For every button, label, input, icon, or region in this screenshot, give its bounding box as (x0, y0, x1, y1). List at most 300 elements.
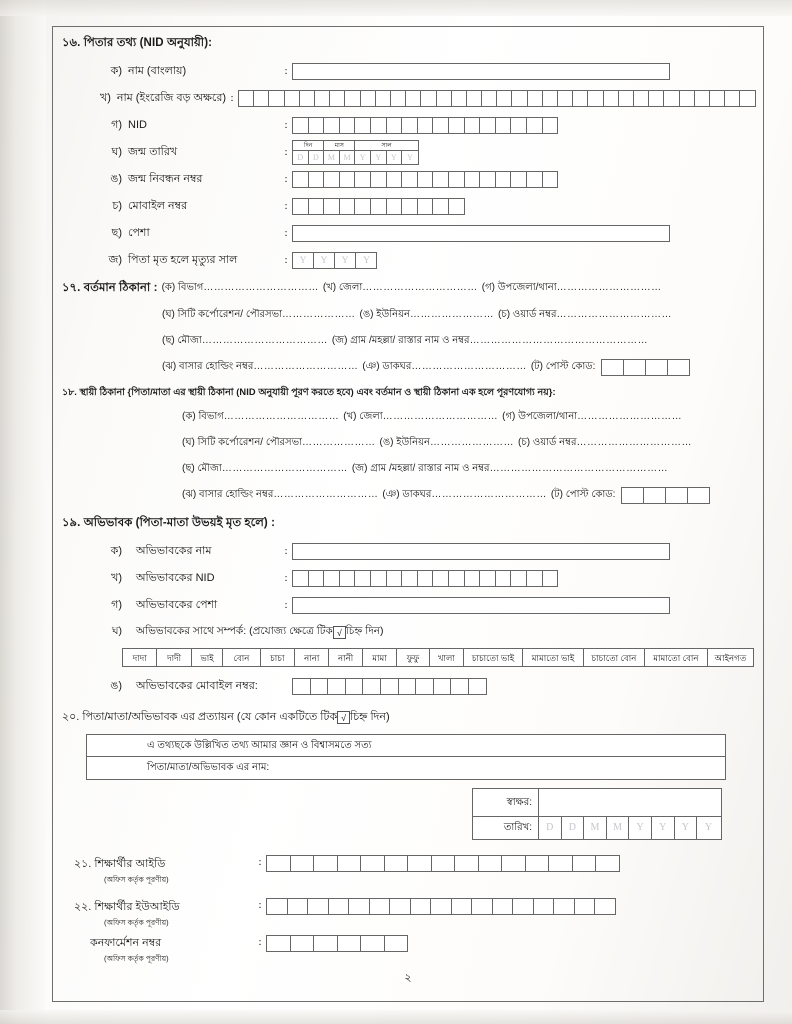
date-cell[interactable] (371, 151, 387, 164)
input-cell[interactable] (452, 91, 467, 106)
input-cell[interactable] (355, 118, 371, 133)
input-cell[interactable] (634, 91, 649, 106)
dotted-line[interactable]: …………………………………………… (469, 335, 649, 346)
input-cell[interactable] (324, 571, 340, 586)
input-cell[interactable] (293, 199, 309, 214)
input-cell[interactable] (644, 488, 666, 503)
input-cell[interactable] (418, 172, 434, 187)
input-cell[interactable] (356, 253, 377, 268)
input-cell[interactable] (493, 899, 514, 914)
address-key: (ছ) (162, 335, 178, 346)
field-row (62, 541, 754, 561)
relation-option-cell[interactable]: চাচাতো ভাই (464, 649, 523, 666)
certification-name-label[interactable]: পিতা/মাতা/অভিভাবক এর নাম: (147, 762, 270, 773)
tick-checkbox[interactable]: √ (337, 711, 350, 724)
address-key: (ঙ) (379, 437, 397, 448)
input-cell[interactable] (480, 118, 496, 133)
address-key: (ছ) (182, 463, 198, 474)
input-cell[interactable] (361, 91, 376, 106)
input-cell[interactable] (465, 172, 481, 187)
relation-option-cell[interactable]: মামাতো ভাই (523, 649, 584, 666)
input-cell[interactable] (288, 899, 309, 914)
dotted-line[interactable]: …………………………………………… (489, 463, 669, 474)
input-cell[interactable] (433, 571, 449, 586)
relation-option-cell[interactable]: খালা (430, 649, 464, 666)
dotted-line[interactable]: ………………………… (273, 489, 379, 500)
date-row (473, 817, 721, 839)
cell-placeholder: Y (320, 255, 328, 266)
input-cell[interactable] (433, 118, 449, 133)
cell-placeholder: Y (390, 152, 397, 162)
page-number: ২ (404, 972, 412, 984)
section-19-guardian (62, 514, 754, 696)
input-cell[interactable] (370, 899, 391, 914)
date-cell[interactable] (629, 817, 652, 839)
input-cell[interactable] (497, 91, 512, 106)
title-before: ২০. পিতা/মাতা/অভিভাবক এর প্রত্যায়ন (যে কোন একটিতে টিক (62, 711, 338, 723)
input-cell[interactable] (575, 899, 596, 914)
input-cell[interactable] (549, 856, 573, 871)
postcode-input[interactable] (621, 487, 710, 504)
address-field (182, 435, 376, 452)
section-20-title (62, 708, 754, 727)
boxed-input[interactable] (292, 570, 558, 587)
input-cell[interactable] (267, 856, 291, 871)
input-cell[interactable] (649, 91, 664, 106)
input-cell[interactable] (480, 571, 496, 586)
input-cell[interactable] (311, 679, 329, 694)
text-input[interactable] (292, 63, 670, 80)
dotted-line[interactable]: ………………… (282, 309, 356, 320)
input-cell[interactable] (573, 91, 588, 106)
date-cell[interactable] (562, 817, 585, 839)
input-cell[interactable] (513, 899, 534, 914)
address-label: বিভাগ (198, 411, 224, 422)
address-field (162, 280, 319, 297)
input-cell[interactable] (449, 172, 465, 187)
input-cell[interactable] (465, 571, 481, 586)
input-cell[interactable] (314, 856, 338, 871)
input-cell[interactable] (391, 91, 406, 106)
input-cell[interactable] (267, 899, 288, 914)
input-cell[interactable] (496, 118, 512, 133)
input-cell[interactable] (399, 679, 417, 694)
input-cell[interactable] (239, 91, 254, 106)
input-cell[interactable] (604, 91, 619, 106)
field-label: অভিভাবকের মোবাইল নম্বর: (136, 679, 258, 692)
input-cell[interactable] (340, 571, 356, 586)
input-cell[interactable] (293, 253, 314, 268)
dotted-line[interactable]: ……………………………… (221, 463, 348, 474)
input-cell[interactable] (309, 118, 325, 133)
dotted-line[interactable]: ……………………………… (201, 335, 328, 346)
field-colon: : (284, 119, 288, 131)
field-colon: : (284, 146, 288, 158)
field-colon: : (230, 92, 234, 104)
dotted-line[interactable]: …………………………… (203, 282, 319, 293)
input-cell[interactable] (431, 899, 452, 914)
field-colon: : (284, 65, 288, 77)
id-note: (অফিস কর্তৃক পূরণীয়) (104, 875, 169, 884)
input-cell[interactable] (349, 899, 370, 914)
field-label: জন্ম নিবন্ধন নম্বর (128, 172, 203, 185)
date-cell[interactable] (387, 151, 403, 164)
address-line (162, 280, 666, 297)
relation-question (100, 624, 754, 641)
date-cell[interactable] (652, 817, 675, 839)
relation-option-cell[interactable]: ফুফু (397, 649, 429, 666)
input-cell[interactable] (355, 172, 371, 187)
input-cell[interactable] (314, 253, 335, 268)
date-cell[interactable] (309, 151, 325, 164)
input-cell[interactable] (512, 91, 527, 106)
input-cell[interactable] (465, 118, 481, 133)
field-label: জন্ম তারিখ (128, 145, 178, 158)
input-cell[interactable] (315, 91, 330, 106)
input-cell[interactable] (543, 172, 559, 187)
input-cell[interactable] (740, 91, 755, 106)
address-key: (ঝ) (162, 361, 180, 372)
confirmation-number-input[interactable] (266, 935, 408, 952)
input-cell[interactable] (433, 172, 449, 187)
dotted-line[interactable]: …………………………… (223, 411, 340, 422)
input-cell[interactable] (619, 91, 634, 106)
input-cell[interactable] (528, 91, 543, 106)
relation-option-cell[interactable]: বোন (223, 649, 260, 666)
date-cell[interactable] (293, 151, 309, 164)
input-cell[interactable] (411, 899, 432, 914)
dotted-line[interactable]: …………………………… (556, 309, 672, 320)
input-cell[interactable] (469, 679, 487, 694)
input-cell[interactable] (402, 118, 418, 133)
input-cell[interactable] (511, 118, 527, 133)
date-cells-row[interactable] (293, 151, 418, 164)
address-field (343, 409, 498, 426)
input-cell[interactable] (588, 91, 603, 106)
input-cell[interactable] (558, 91, 573, 106)
input-cell[interactable] (408, 856, 432, 871)
input-cell[interactable] (385, 856, 409, 871)
address-field (182, 461, 348, 478)
input-cell[interactable] (330, 91, 345, 106)
dotted-line[interactable]: …………………………… (576, 437, 692, 448)
input-cell[interactable] (543, 571, 559, 586)
id-label-group (74, 934, 254, 966)
input-cell[interactable] (480, 172, 496, 187)
address-key: (ঘ) (182, 437, 198, 448)
input-cell[interactable] (402, 172, 418, 187)
student-id-input[interactable] (266, 855, 620, 872)
input-cell[interactable] (526, 856, 550, 871)
input-cell[interactable] (479, 856, 503, 871)
input-cell[interactable] (328, 679, 346, 694)
address-title-line (62, 279, 754, 298)
date-cell[interactable] (355, 151, 371, 164)
input-cell[interactable] (433, 199, 449, 214)
input-cell[interactable] (371, 172, 387, 187)
date-cell[interactable] (675, 817, 698, 839)
input-cell[interactable] (345, 91, 360, 106)
address-key: (ক) (161, 282, 179, 293)
input-cell[interactable] (361, 936, 385, 951)
date-cell[interactable] (340, 151, 356, 164)
cell-placeholder: Y (704, 822, 713, 833)
dotted-line[interactable]: …………………………… (382, 411, 499, 422)
input-cell[interactable] (421, 91, 436, 106)
input-cell[interactable] (418, 199, 434, 214)
section-19-fields (62, 541, 754, 615)
section-19-mobile (62, 676, 754, 696)
input-cell[interactable] (293, 118, 309, 133)
input-cell[interactable] (338, 936, 362, 951)
address-label: উপজেলা/থানা (497, 282, 557, 293)
dotted-line[interactable]: …………………… (429, 437, 514, 448)
section-20-body (62, 708, 754, 840)
section-17-lines (62, 279, 754, 376)
address-label: সিটি কর্পোরেশন/ পৌরসভা (197, 437, 303, 448)
dotted-line[interactable]: …………………………… (411, 361, 527, 372)
input-cell[interactable] (390, 899, 411, 914)
section-20-certification (62, 708, 754, 840)
input-cell[interactable] (308, 899, 329, 914)
input-cell[interactable] (269, 91, 284, 106)
input-cell[interactable] (363, 679, 381, 694)
input-cell[interactable] (340, 199, 356, 214)
date-cell[interactable] (584, 817, 607, 839)
input-cell[interactable] (406, 91, 421, 106)
field-row (62, 169, 754, 189)
input-cell[interactable] (434, 679, 452, 694)
input-cell[interactable] (291, 936, 315, 951)
input-cell[interactable] (543, 118, 559, 133)
input-cell[interactable] (329, 899, 350, 914)
year-input[interactable] (292, 252, 377, 269)
boxed-input[interactable] (292, 198, 465, 215)
input-cell[interactable] (291, 856, 315, 871)
input-cell[interactable] (451, 679, 469, 694)
input-cell[interactable] (437, 91, 452, 106)
relation-option-cell[interactable]: চাচাতো বোন (584, 649, 645, 666)
input-cell[interactable] (449, 118, 465, 133)
input-cell[interactable] (416, 679, 434, 694)
input-cell[interactable] (324, 118, 340, 133)
boxed-input[interactable] (238, 90, 756, 107)
signature-row (473, 789, 721, 817)
date-input-group[interactable] (292, 140, 419, 165)
input-cell[interactable] (596, 856, 620, 871)
input-cell[interactable] (387, 172, 403, 187)
relation-option-cell[interactable]: নানী (329, 649, 362, 666)
input-cell[interactable] (455, 856, 479, 871)
text-input[interactable] (292, 543, 670, 560)
input-cell[interactable] (402, 571, 418, 586)
input-cell[interactable] (534, 899, 555, 914)
relation-option-cell[interactable]: দাদী (157, 649, 191, 666)
input-cell[interactable] (418, 571, 434, 586)
date-label: তারিখ: (473, 817, 539, 839)
address-label: ইউনিয়ন (396, 437, 430, 448)
input-cell[interactable] (385, 936, 409, 951)
date-cell[interactable] (402, 151, 418, 164)
relation-option-cell[interactable]: মামা (363, 649, 397, 666)
relation-option-cell[interactable]: ভাই (192, 649, 223, 666)
input-cell[interactable] (496, 172, 512, 187)
input-cell[interactable] (646, 360, 668, 375)
address-field (518, 435, 692, 452)
input-cell[interactable] (340, 118, 356, 133)
dotted-line[interactable]: ………………………… (253, 361, 359, 372)
input-cell[interactable] (267, 936, 291, 951)
input-cell[interactable] (449, 199, 465, 214)
input-cell[interactable] (309, 199, 325, 214)
address-key: (খ) (343, 411, 360, 422)
student-uid-input[interactable] (266, 898, 616, 915)
input-cell[interactable] (527, 172, 543, 187)
input-cell[interactable] (335, 253, 356, 268)
input-cell[interactable] (688, 488, 710, 503)
input-cell[interactable] (554, 899, 575, 914)
relation-option-cell[interactable]: মামাতো বোন (645, 649, 708, 666)
id-label: কনফার্মেশন নম্বর (90, 937, 162, 949)
input-cell[interactable] (502, 856, 526, 871)
input-cell[interactable] (527, 118, 543, 133)
address-field (162, 333, 328, 350)
date-cell[interactable] (607, 817, 630, 839)
guardian-mobile-input[interactable] (292, 678, 487, 695)
address-label: বাসার হোল্ডিং নম্বর (179, 361, 254, 372)
address-field (502, 409, 682, 426)
input-cell[interactable] (324, 199, 340, 214)
field-key: ঙ) (110, 679, 122, 692)
input-cell[interactable] (387, 571, 403, 586)
relation-option-cell[interactable]: চাচা (261, 649, 295, 666)
input-cell[interactable] (695, 91, 710, 106)
field-row (62, 676, 754, 696)
field-label: নাম (ইংরেজি বড় অক্ষরে) (116, 91, 227, 104)
input-cell[interactable] (293, 679, 311, 694)
scan-edge-left (0, 0, 46, 1024)
input-cell[interactable] (340, 172, 356, 187)
address-label: ডাকঘর (402, 489, 432, 500)
field-colon: : (284, 173, 288, 185)
input-cell[interactable] (418, 118, 434, 133)
date-cell[interactable] (539, 817, 562, 839)
input-cell[interactable] (482, 91, 497, 106)
field-label: NID (128, 119, 147, 131)
input-cell[interactable] (668, 360, 690, 375)
input-cell[interactable] (309, 172, 325, 187)
input-cell[interactable] (467, 91, 482, 106)
input-cell[interactable] (666, 488, 688, 503)
date-cell[interactable] (697, 817, 720, 839)
input-cell[interactable] (355, 571, 371, 586)
input-cell[interactable] (543, 91, 558, 106)
input-cell[interactable] (387, 118, 403, 133)
relation-option-cell[interactable]: দাদা (123, 649, 157, 666)
cell-placeholder: Y (375, 152, 382, 162)
relation-options-table (122, 648, 754, 667)
input-cell[interactable] (624, 360, 646, 375)
input-cell[interactable] (361, 856, 385, 871)
input-cell[interactable] (511, 571, 527, 586)
input-cell[interactable] (680, 91, 695, 106)
input-cell[interactable] (664, 91, 679, 106)
input-cell[interactable] (573, 856, 597, 871)
field-row (62, 897, 754, 930)
input-cell[interactable] (496, 571, 512, 586)
input-cell[interactable] (622, 488, 644, 503)
input-cell[interactable] (314, 936, 338, 951)
input-cell[interactable] (381, 679, 399, 694)
input-cell[interactable] (254, 91, 269, 106)
input-cell[interactable] (595, 899, 616, 914)
dotted-line[interactable]: ………………………… (577, 411, 683, 422)
text-input[interactable] (292, 597, 670, 614)
input-cell[interactable] (432, 856, 456, 871)
tick-checkbox[interactable]: √ (333, 626, 346, 639)
date-cell[interactable] (324, 151, 340, 164)
relation-option-cell[interactable]: নানা (295, 649, 329, 666)
dotted-line[interactable]: …………………………… (362, 282, 478, 293)
title-after: চিহ্ন দিন) (350, 711, 390, 723)
input-cell[interactable] (355, 199, 371, 214)
relation-option-cell[interactable]: আইনগত (714, 653, 747, 663)
input-cell[interactable] (300, 91, 315, 106)
input-cell[interactable] (371, 199, 387, 214)
address-key: (চ) (517, 437, 533, 448)
input-cell[interactable] (346, 679, 364, 694)
input-cell[interactable] (293, 571, 309, 586)
input-cell[interactable] (725, 91, 740, 106)
dotted-line[interactable]: ………………………… (556, 282, 662, 293)
address-label: বাসার হোল্ডিং নম্বর (199, 489, 274, 500)
input-cell[interactable] (371, 118, 387, 133)
signature-input[interactable] (539, 789, 721, 816)
input-cell[interactable] (511, 172, 527, 187)
cell-placeholder: Y (659, 822, 667, 833)
postcode-input[interactable] (601, 359, 690, 376)
boxed-input[interactable] (292, 171, 558, 188)
input-cell[interactable] (387, 199, 403, 214)
input-cell[interactable] (376, 91, 391, 106)
dotted-line[interactable]: …………………… (409, 309, 494, 320)
text-input[interactable] (292, 225, 670, 242)
field-colon: : (284, 227, 288, 239)
address-key: (চ) (497, 309, 513, 320)
input-cell[interactable] (293, 172, 309, 187)
input-cell[interactable] (710, 91, 725, 106)
input-cell[interactable] (452, 899, 473, 914)
input-cell[interactable] (338, 856, 362, 871)
input-cell[interactable] (602, 360, 624, 375)
field-label: পিতা মৃত হলে মৃত্যুর সাল (128, 253, 238, 266)
input-cell[interactable] (527, 571, 543, 586)
certification-statement[interactable]: এ তথ্যছকে উল্লিখিত তথ্য আমার জ্ঞান ও বিশ্বাসমতে সত্য (87, 735, 725, 757)
dotted-line[interactable]: …………………………… (431, 489, 547, 500)
dotted-line[interactable]: ………………… (302, 437, 376, 448)
boxed-input[interactable] (292, 117, 558, 134)
input-cell[interactable] (472, 899, 493, 914)
input-cell[interactable] (371, 571, 387, 586)
input-cell[interactable] (309, 571, 325, 586)
field-key: খ) (100, 91, 111, 104)
id-number: ২২. (74, 901, 95, 913)
input-cell[interactable] (285, 91, 300, 106)
input-cell[interactable] (402, 199, 418, 214)
input-cell[interactable] (324, 172, 340, 187)
input-cell[interactable] (449, 571, 465, 586)
field-row (62, 223, 754, 243)
